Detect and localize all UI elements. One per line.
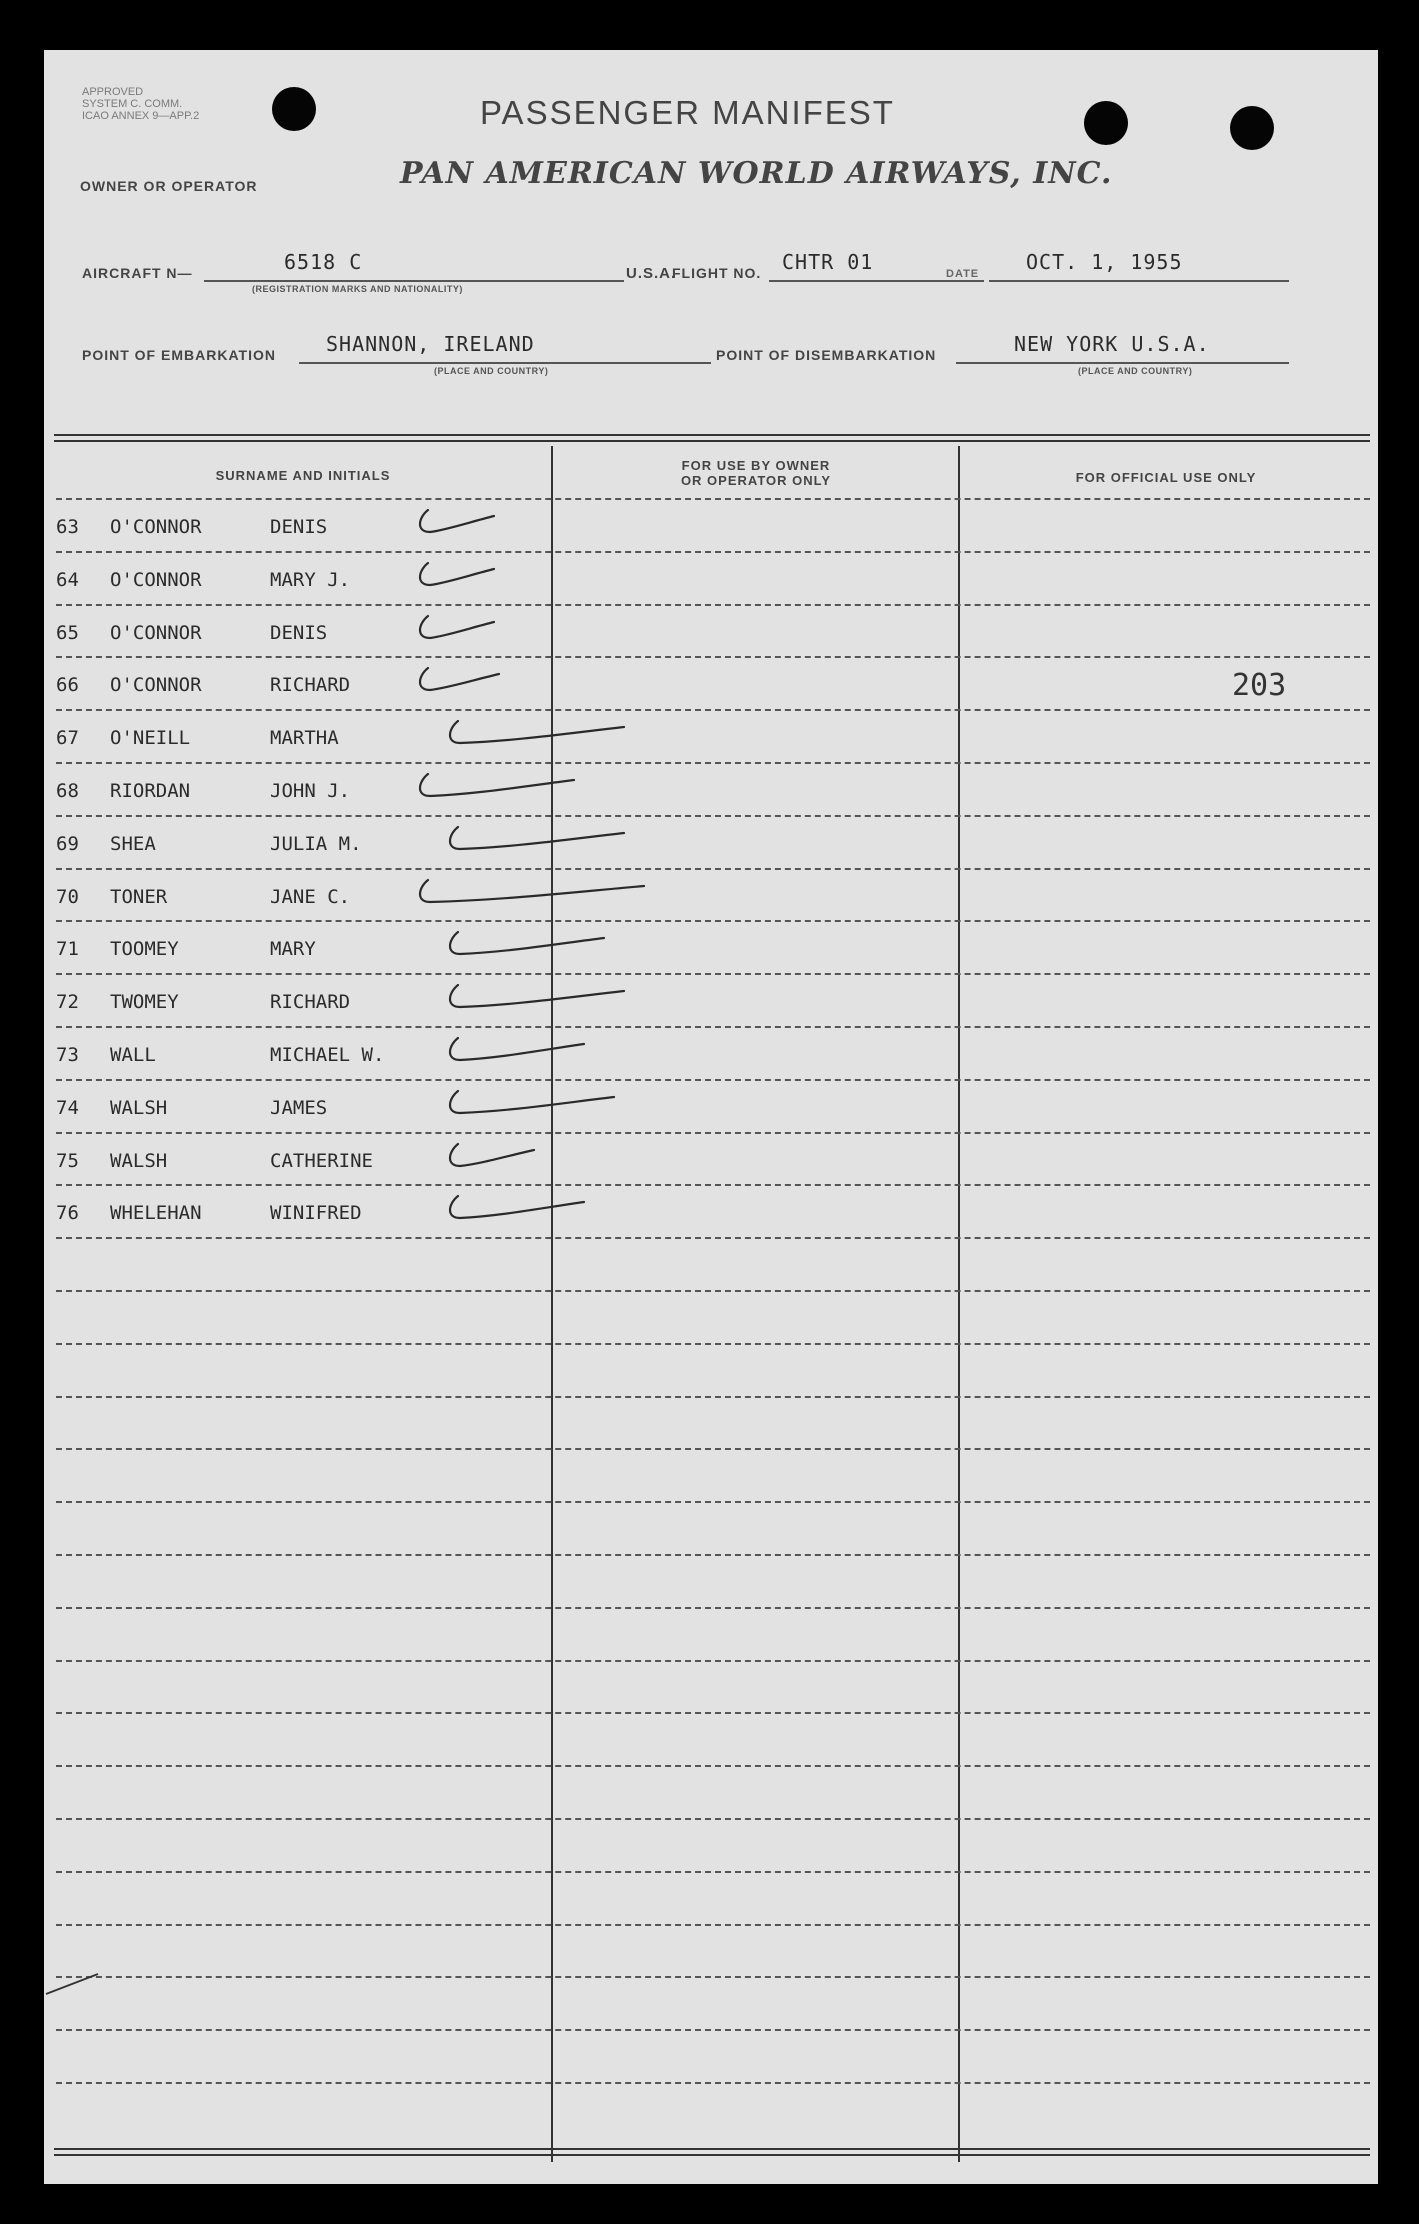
passenger-surname: SHEA [110,833,156,855]
passenger-number: 66 [56,674,79,696]
passenger-number: 69 [56,833,79,855]
table-rule [56,1712,1370,1714]
header-owner-use: FOR USE BY OWNER OR OPERATOR ONLY [680,458,832,488]
check-mark-icon [444,926,624,966]
check-mark-icon [444,1032,604,1072]
header-official-use: FOR OFFICIAL USE ONLY [1075,470,1257,485]
passenger-number: 71 [56,938,79,960]
passenger-number: 73 [56,1044,79,1066]
passenger-given-name: DENIS [270,622,328,644]
passenger-surname: O'CONNOR [110,569,202,591]
passenger-given-name: MICHAEL W. [270,1044,385,1066]
column-divider [958,446,960,2162]
table-rule [56,2029,1370,2031]
table-rule [56,815,1370,817]
check-mark-icon [414,504,514,544]
place-note: (PLACE AND COUNTRY) [434,366,549,376]
passenger-given-name: WINIFRED [270,1202,362,1224]
passenger-surname: WALSH [110,1150,168,1172]
check-mark-icon [444,1085,634,1125]
table-rule [56,1976,1370,1978]
embarkation-underline [299,362,711,364]
table-rule [56,920,1370,922]
check-mark-icon [414,610,514,650]
date-underline [989,280,1289,282]
check-mark-icon [444,1190,604,1230]
passenger-given-name: JOHN J. [270,780,351,802]
passenger-surname: WHELEHAN [110,1202,202,1224]
punch-hole [1230,106,1274,150]
table-rule [56,709,1370,711]
table-bottom-rule [54,2154,1370,2156]
passenger-number: 65 [56,622,79,644]
check-mark-icon [414,662,519,702]
table-rule [56,1660,1370,1662]
table-rule [56,1026,1370,1028]
table-rule [56,1554,1370,1556]
table-top-rule [54,440,1370,442]
form-title: PASSENGER MANIFEST [480,94,895,131]
usa-label: U.S.A. [626,265,677,282]
table-rule [56,973,1370,975]
table-rule [56,1871,1370,1873]
owner-label: OWNER OR OPERATOR [80,178,258,194]
table-rule [56,868,1370,870]
passenger-number: 75 [56,1150,79,1172]
check-mark-icon [414,557,514,597]
table-bottom-rule [54,2148,1370,2150]
check-mark-icon [444,1138,554,1178]
disembarkation-underline [956,362,1289,364]
passenger-surname: O'CONNOR [110,674,202,696]
passenger-given-name: MARY J. [270,569,351,591]
aircraft-value: 6518 C [284,250,363,274]
passenger-number: 67 [56,727,79,749]
official-annotation: 203 [1232,668,1287,703]
passenger-surname: O'NEILL [110,727,191,749]
flight-value: CHTR 01 [782,250,874,274]
date-label: DATE [946,268,980,280]
passenger-number: 64 [56,569,79,591]
passenger-given-name: JANE C. [270,886,351,908]
table-rule [56,1079,1370,1081]
passenger-given-name: RICHARD [270,674,351,696]
table-top-rule [54,434,1370,436]
passenger-surname: TONER [110,886,168,908]
table-rule [56,1607,1370,1609]
aircraft-underline [204,280,624,282]
passenger-surname: RIORDAN [110,780,191,802]
table-rule [56,1924,1370,1926]
check-mark-icon [444,821,644,861]
passenger-number: 76 [56,1202,79,1224]
disembarkation-label: POINT OF DISEMBARKATION [716,347,937,363]
passenger-surname: TWOMEY [110,991,179,1013]
check-mark-icon [444,715,644,755]
table-rule [56,1448,1370,1450]
aircraft-label: AIRCRAFT N— [82,265,193,281]
table-rule [56,551,1370,553]
passenger-given-name: JULIA M. [270,833,362,855]
table-rule [56,1237,1370,1239]
check-mark-icon [444,979,644,1019]
table-rule [56,1818,1370,1820]
passenger-given-name: JAMES [270,1097,328,1119]
header-surname: SURNAME AND INITIALS [215,468,391,483]
passenger-given-name: DENIS [270,516,328,538]
embarkation-label: POINT OF EMBARKATION [82,347,276,363]
pen-mark [44,1960,104,2000]
table-rule [56,1184,1370,1186]
punch-hole [272,87,316,131]
passenger-surname: O'CONNOR [110,516,202,538]
flight-underline [769,280,984,282]
table-rule [56,1343,1370,1345]
passenger-given-name: MARTHA [270,727,339,749]
passenger-surname: WALSH [110,1097,168,1119]
punch-hole [1084,101,1128,145]
check-mark-icon [414,874,664,914]
passenger-number: 72 [56,991,79,1013]
table-rule [56,1765,1370,1767]
table-rule [56,656,1370,658]
table-rule [56,1132,1370,1134]
table-rule [56,762,1370,764]
passenger-number: 63 [56,516,79,538]
passenger-number: 74 [56,1097,79,1119]
passenger-surname: WALL [110,1044,156,1066]
passenger-given-name: MARY [270,938,316,960]
approval-stamp: APPROVED SYSTEM C. COMM. ICAO ANNEX 9—APP.2 [82,86,200,122]
table-rule [56,1290,1370,1292]
company-name: PAN AMERICAN WORLD AIRWAYS, INC. [400,156,1113,191]
place-note-2: (PLACE AND COUNTRY) [1078,366,1193,376]
table-rule [56,604,1370,606]
passenger-given-name: CATHERINE [270,1150,373,1172]
passenger-given-name: RICHARD [270,991,351,1013]
disembarkation-value: NEW YORK U.S.A. [1014,332,1210,356]
table-rule [56,1396,1370,1398]
manifest-sheet [44,50,1378,2184]
embarkation-value: SHANNON, IRELAND [326,332,535,356]
column-divider [551,446,553,2162]
registration-note: (REGISTRATION MARKS AND NATIONALITY) [252,284,463,294]
date-value: OCT. 1, 1955 [1026,250,1183,274]
table-rule [56,1501,1370,1503]
passenger-number: 68 [56,780,79,802]
check-mark-icon [414,768,594,808]
flight-label: FLIGHT NO. [672,265,762,281]
table-rule [56,2082,1370,2084]
passenger-number: 70 [56,886,79,908]
passenger-surname: O'CONNOR [110,622,202,644]
passenger-surname: TOOMEY [110,938,179,960]
table-rule [56,498,1370,500]
